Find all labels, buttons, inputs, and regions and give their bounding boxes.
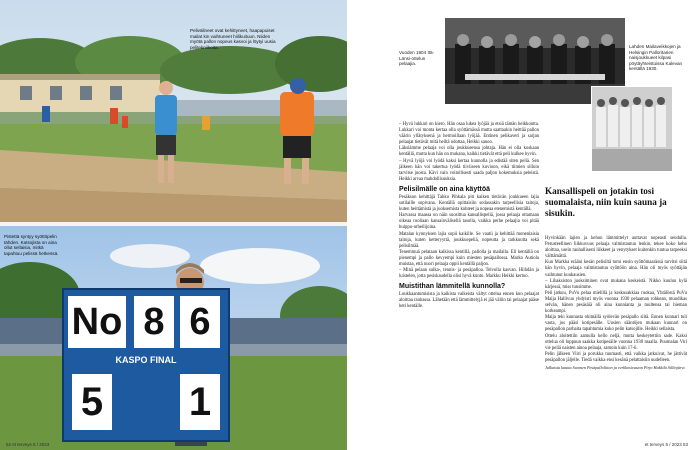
article-column-1 [399, 122, 539, 311]
scoreboard-number-top-1: 8 [134, 296, 174, 348]
col2-paragraph: – Lihaksiston juoksiminen ovat mukana keskeistä. Nikko kuuluu kylä kärjessä, miss tunsimme. [545, 278, 687, 290]
left-footer: 52 et terveys 5 / 2023 [6, 442, 50, 447]
historic-photo-1930 [591, 86, 673, 172]
scoreboard-number-bottom-1: 5 [72, 374, 112, 430]
col2-paragraph: Peli jatkuu, PuVu pelaa mielillä ja keskusakkiaa ruokaa, Yhtälöstä PuVu Maija Hallivuo yhdyisti myös vuonna 1930 pelaaman rohkean, muodikas selvän, hänen pesäsäiä oli aina kunnianta ja tuultensa tai hieman korkeampi. [545, 290, 687, 315]
heading-pelisilma: Pelisilmälle on aina käyttöä [399, 185, 491, 193]
col2-paragraph: Hyvinkään lajien ja kehon lämmittelyt auttavat nopeasti seudulla. Perusteellinen liikkuvuus pelaaja valmistautuu lenkin, tekee koko keho aloittaa, usein rauhallisesti liikkeet ja venytykset kuitenkin tuntua tarpeeksi välttämättä. [545, 236, 687, 260]
photo-scoreboard [0, 226, 347, 450]
scoreboard-no-label: No [68, 296, 126, 348]
caption-1930: Lahden Mailaveikkojen ja Helsingin Palloritarien naisjoukkueet kilpasi pöytäyhteistuissa Kalevan kentällä 1930. [629, 44, 683, 72]
caption-top: Pelivälineet ovat kehittyneet, haapapuiset mailat kin vaihtuneet hiilikuituun. Niiden myötä pallon nopeus kasvoi ja löytyi uusia pelitekniikoita. [190, 28, 276, 50]
photo-credit: Julkaistu kautta Suomen Pesäpalloliiton ja verkkosivuston Pirjo Hakkilä Sillinjärvi. [545, 364, 686, 370]
heading-lammittely: Muistithan lämmitellä kunnolla? [399, 283, 506, 291]
scoreboard [62, 288, 230, 442]
article-column-2 [545, 236, 687, 370]
col1-paragraph: Tenemmuä pelataan kaikissa kentillä, pallolla ja mailalla. Eli kentällä on pienempi ja pallo kevyempi kuin miesten pesäpallossa. Marko Autiola muistaa, että nuori pelaaja oppii kentällä paljon. [399, 249, 539, 267]
pull-quote: Kansallispeli on jotakin tosi suomalaista, niin kuin sauna ja sisukin. [545, 186, 667, 218]
caption-bottom: Pistettä syntyy syöttöpelin tähden. Katsojista on aina ollut sellaisia, mitkä tapahtuu pelissä hetkessä. [4, 234, 59, 256]
col1-paragraph: Pesäkson kehittäjä Tahko Pihkala piti kaiken tietävän joukkueen lajia sotilaille sopivana. Kentällä opittaisiin sodassakin tarpeellisia taitoja, kuten heittämistä ja juoksemista kohteet ja nopeaa etenemistä kentällä. [399, 194, 539, 213]
caption-1904: Vuoden 1904 Itä-Länsi-ottelun pelaajia. [399, 50, 435, 67]
scoreboard-number-bottom-2: 1 [180, 374, 220, 430]
photo-players-field [0, 0, 347, 222]
historic-team-1930-illustration [592, 87, 672, 171]
col1-paragraph: – Minä pelaan sulka-, tennis- ja pesäpalloa. Telvolla kasvan. Hiihdän ja luistelen, jotta pesiskaudella olisi hyvä kunto. Markku Heikki kertoo. [399, 268, 539, 280]
right-footer: et terveys 5 / 2023 53 [644, 442, 688, 447]
col1-paragraph: Läksiämme pelaaja voi olla joukkueensa johtaja. Hän ei olla koskaan kentällä, mutta kun hän on mukana, kaikki tietävät että peli kulkee hyvin. [399, 146, 539, 158]
right-page [347, 0, 694, 450]
col1-paragraph: Matalan kynnyksen lajia sopii kaikille. Se vaatii ja kehittää monenlaisia taitoja, kuten ketteryyttä, joukkuepeliä, nopeutta ja tarkkuutta sekä pelisilmää. [399, 231, 539, 249]
scoreboard-number-top-2: 6 [180, 296, 220, 348]
col2-paragraph: Pelin jälkeen Viiri ja porukka tuumasti, että vaikka jatkuivat, he jättivät pesäpallon jäljelle. Tiedä vaikka ensi kesänä pelattaisiin uudelleen. [545, 351, 687, 363]
col2-paragraph: Kun Markka erääni kesän pelisiltä tomi ensin syöttömaarässä tarvitsi siitä hän hyvin, pelaaja valmistautuu syöttöön aina. Hän oli myös syöttäjän vaihtunut kuukausien. [545, 260, 687, 278]
scoreboard-sponsor: KASPO FINAL [115, 355, 177, 365]
col1-paragraph: Loukkaantumisista ja kaikista vaikeista vältyt ottelua ennen kun pelaajat aloittaa rauhassa. Lähetään että lämmittelyjä ei jää väliin tai pelaajat pääse heti kentälle. [399, 292, 539, 310]
players-field-illustration [0, 0, 347, 222]
col1-paragraph: – Hyvä lukkari on kiero. Hän osaa lukea lyöjää ja etsiä tämän heikkoutta. Lukkari voi monta kertaa olla syöttämässä mutta saattaakin heittää pallon väärin yllätyksenä ja hermoillaan lyöjää. Entinen pelikaveri ja sarjan pelaajat tietävät mitä heiltä odottaa, Heikki sanoo. [399, 122, 539, 146]
col1-paragraph: – Hyvä lyöjä voi lyödä kaksi kertaa kunnolla ja edistää siten peliä. Sen jälkeen hän voi takertua lyödä tiiviiseen kuvioon, eikä tiimien silloin tarvitse juosta. Kävi vain voitollisesti saada paljon kokemuksia peleistä. Heikki arvaa mahdollisuuksia. [399, 158, 539, 182]
col2-paragraph: Ottelu aloitettiin aamulla kello neljä, mutta keskeytettiin sade. Kaksi ottelua oli loppuun saakka kotipesälle vuonna 1930 maalla. Puumalan Viri vie peliä naisten ainoa pelaaja, samoin kuin 17-6. [545, 333, 687, 351]
col1-paragraph: Harvassa maassa on näin suosittua kansallispeliä, jossa pelaaja ottamaan oikeaa rooliaan kansainvälisellä tasolla, vaikka perhe pelaajia voi pitää huippu-urheilijoina. [399, 213, 539, 231]
col2-paragraph: Maija teki kunnasta ohimällä syölevän pesäpallo siitä. Ennen kunnari tuli vasta, jos pääsi kotipesälle. Uusien sääntöjen mukaan kunnari on pesäpallon parhaita tapahtumia koko pelin katsojille. Heikki sellaista. [545, 315, 687, 333]
